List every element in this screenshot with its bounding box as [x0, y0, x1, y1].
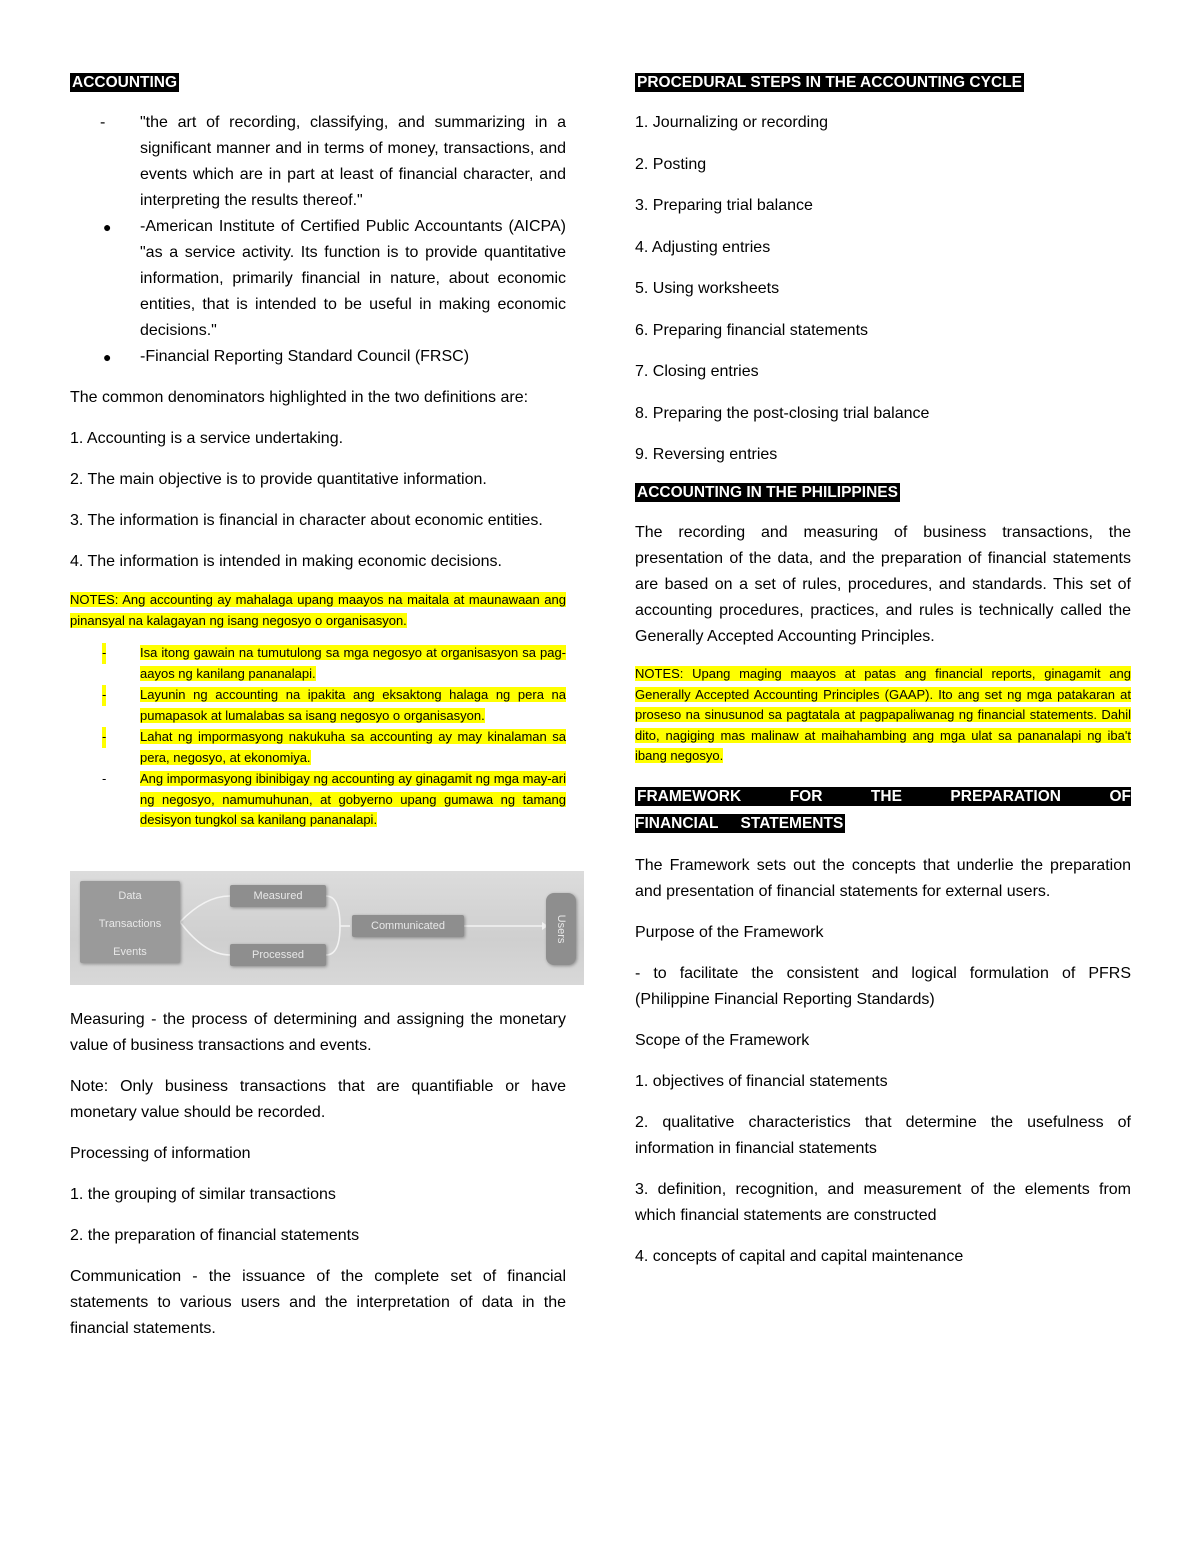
- philippines-heading: ACCOUNTING IN THE PHILIPPINES: [637, 484, 898, 501]
- step-item: 4. Adjusting entries: [635, 238, 771, 256]
- diagram-source-transactions: Transactions: [98, 917, 162, 930]
- scope-item-4: 4. concepts of capital and capital maintenance: [635, 1247, 964, 1265]
- frsc-text: -Financial Reporting Standard Council (FRSC): [140, 348, 470, 365]
- diagram-users-label: Users: [555, 914, 567, 943]
- diagram-measured-box: Measured: [230, 885, 326, 907]
- processing-item-2: 2. the preparation of financial statements: [70, 1226, 360, 1244]
- processing-item-1: 1. the grouping of similar transactions: [70, 1185, 336, 1203]
- diagram-sources-box: [80, 881, 180, 963]
- accounting-heading: ACCOUNTING: [72, 74, 178, 91]
- purpose-heading: Purpose of the Framework: [635, 923, 824, 941]
- common-item-4: 4. The information is intended in making economic decisions.: [70, 553, 502, 570]
- dash-marker: -: [102, 727, 106, 748]
- common-intro: The common denominators highlighted in the two definitions are:: [70, 389, 529, 406]
- connector-processed: [180, 922, 230, 955]
- common-item-3: 3. The information is financial in character about economic entities.: [70, 512, 543, 529]
- diagram-processed-box: Processed: [230, 944, 326, 966]
- accounting-cycle-steps: [635, 110, 1131, 468]
- bullet-icon: ●: [103, 219, 112, 235]
- note-item-2: [70, 685, 566, 726]
- notes-intro: [70, 590, 566, 631]
- dash-marker: -: [102, 685, 106, 706]
- diagram-source-data: Data: [118, 889, 142, 902]
- notes-intro-text: NOTES: Ang accounting ay mahalaga upang maayos na maitala at maunawaan ang pinansyal na kalagayan ng isang negosyo o organisasyon.: [70, 592, 566, 628]
- quantifiable-note: Note: Only business transactions that are quantifiable or have monetary value should be recorded.: [70, 1077, 566, 1121]
- note-item-3: [70, 727, 566, 768]
- aicpa-bullet: [70, 214, 566, 344]
- dash-marker: -: [100, 114, 106, 131]
- measuring-definition: Measuring - the process of determining and assigning the monetary value of business transactions and events.: [70, 1010, 566, 1054]
- aicpa-text: -American Institute of Certified Public Accountants (AICPA) "as a service activity. Its function is to provide quantitative information, primarily financial in nature, about economic entities, that is intended to be useful in making economic decisions.": [140, 218, 566, 339]
- step-item: 8. Preparing the post-closing trial balance: [635, 404, 930, 422]
- note-text-4: Ang impormasyong ibinibigay ng accounting ay ginagamit ng mga may-ari ng negosyo, namumuhunan, at gobyerno upang gumawa ng tamang desisyon tungkol sa kanilang pananalapi.: [140, 771, 566, 827]
- communication-definition: Communication - the issuance of the complete set of financial statements to various users and the interpretation of data in the financial statements.: [70, 1267, 566, 1337]
- diagram-source-events: Events: [113, 945, 147, 958]
- dash-marker: -: [102, 643, 106, 664]
- diagram-communicated-box: Communicated: [352, 915, 464, 937]
- framework-text: The Framework sets out the concepts that underlie the preparation and presentation of financial statements for external users.: [635, 856, 1131, 900]
- right-column: [635, 70, 1131, 1285]
- note-text-1: Isa itong gawain na tumutulong sa mga negosyo at organisasyon sa pag-aayos ng kanilang pananalapi.: [140, 645, 566, 681]
- connector-measured: [180, 896, 230, 922]
- scope-item-3: 3. definition, recognition, and measurement of the elements from which financial statements are constructed: [635, 1180, 1131, 1224]
- framework-heading-inline: FRAMEWORK FOR THE PREPARATION OF FINANCIAL STATEMENTS: [635, 787, 1131, 832]
- step-item: 7. Closing entries: [635, 363, 759, 380]
- dash-marker: -: [102, 771, 107, 786]
- common-item-1: 1. Accounting is a service undertaking.: [70, 430, 344, 447]
- note-text-2: Layunin ng accounting na ipakita ang eksaktong halaga ng pera na pumapasok at lumalabas sa isang negosyo o organisasyon.: [140, 687, 566, 723]
- step-item: 6. Preparing financial statements: [635, 321, 869, 339]
- bullet-icon: ●: [103, 349, 112, 365]
- left-column: [70, 70, 566, 1357]
- step-item: 3. Preparing trial balance: [635, 197, 813, 214]
- accounting-process-diagram: [70, 871, 584, 985]
- processing-heading: Processing of information: [70, 1144, 251, 1162]
- philippines-text: The recording and measuring of business transactions, the presentation of the data, and the preparation of financial statements are based on a set of rules, procedures, and standards. This set of accounting procedures, practices, and rules is technically called the Generally Accepted Accounting Principles.: [635, 524, 1131, 645]
- definition-text: "the art of recording, classifying, and summarizing in a significant manner and in terms of money, transactions, and events which are in part at least of financial character, and interpreting the results thereof.": [140, 114, 566, 209]
- gaap-notes-text: NOTES: Upang maging maayos at patas ang financial reports, ginagamit ang Generally Accepted Accounting Principles (GAAP). Ito ang set ng mga patakaran at proseso na sinusunod sa pagtatala at pagpapaliwanag ng financial statements. Dahil dito, nagiging mas malinaw at maihahambing ang mga ulat sa pananalapi ng iba't ibang negosyo.: [635, 666, 1131, 763]
- connector-merge-top: [326, 896, 340, 926]
- step-item: 9. Reversing entries: [635, 446, 778, 463]
- scope-item-1: 1. objectives of financial statements: [635, 1072, 888, 1090]
- common-item-2: 2. The main objective is to provide quantitative information.: [70, 471, 487, 488]
- gaap-notes: [635, 664, 1131, 767]
- connector-merge-bottom: [326, 926, 340, 955]
- accounting-cycle-heading: PROCEDURAL STEPS IN THE ACCOUNTING CYCLE: [637, 74, 1022, 91]
- scope-item-2: 2. qualitative characteristics that determine the usefulness of information in financial statements: [635, 1113, 1131, 1157]
- purpose-text: - to facilitate the consistent and logical formulation of PFRS (Philippine Financial Reporting Standards): [635, 964, 1131, 1008]
- step-item: 2. Posting: [635, 155, 707, 173]
- note-item-1: [70, 643, 566, 684]
- step-item: 5. Using worksheets: [635, 280, 780, 297]
- note-item-4: [70, 769, 566, 831]
- scope-heading: Scope of the Framework: [635, 1031, 810, 1049]
- diagram-users-box: [546, 893, 576, 965]
- definition-item: [70, 110, 566, 214]
- note-text-3: Lahat ng impormasyong nakukuha sa accounting ay may kinalaman sa pera, negosyo, at ekonomiya.: [140, 729, 566, 765]
- step-item: 1. Journalizing or recording: [635, 114, 828, 131]
- frsc-bullet: [70, 344, 566, 370]
